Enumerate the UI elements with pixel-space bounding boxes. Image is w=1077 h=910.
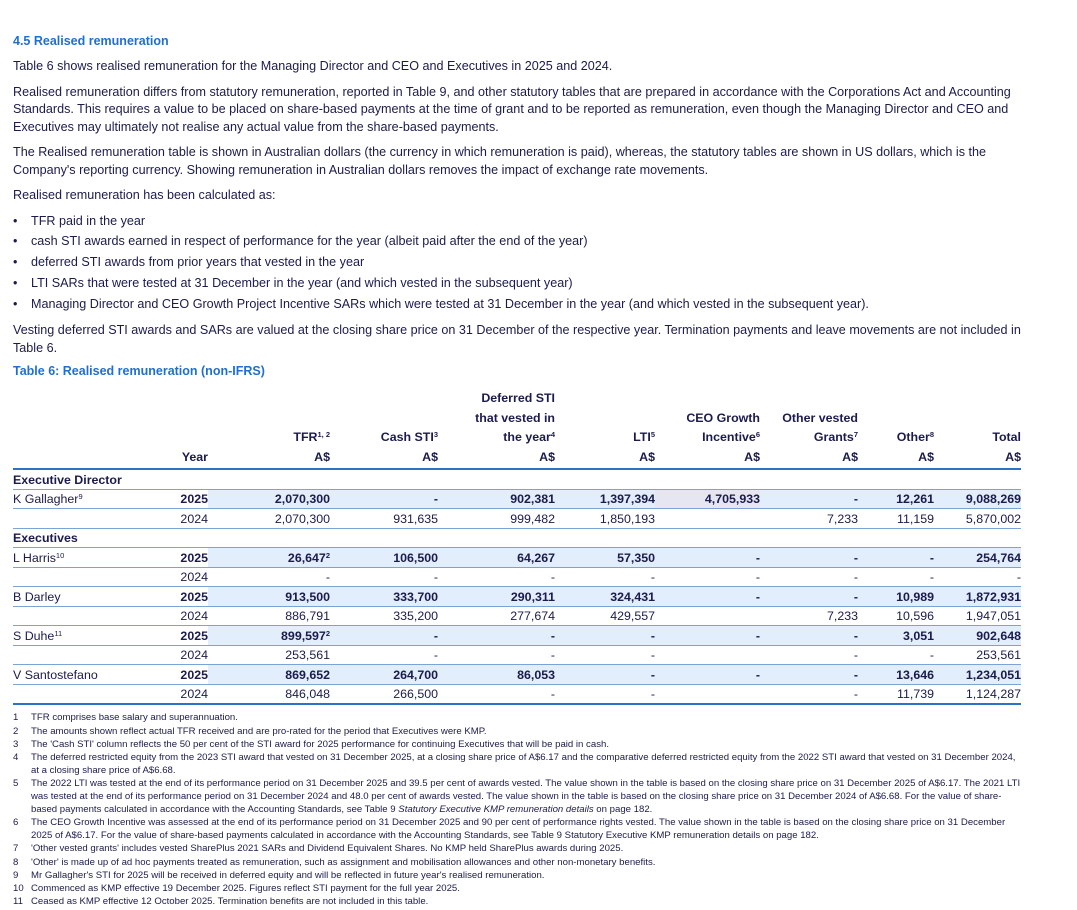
other-cell: 11,739	[858, 684, 934, 704]
other-cell: 3,051	[858, 626, 934, 646]
bullet-item: • TFR paid in the year	[13, 213, 1023, 231]
cash-sti-cell: 264,700	[330, 665, 438, 685]
col-header-tfr: TFR$^{1, 2}$	[293, 430, 330, 445]
other-vested-cell: -	[760, 665, 858, 685]
header-row-1	[13, 390, 1021, 410]
bullet-icon: •	[13, 255, 18, 270]
document-page	[13, 33, 1023, 908]
person-name: L Harris$^{10}$	[13, 548, 138, 568]
lti-cell: -	[555, 645, 655, 665]
calculation-bullets	[13, 213, 1023, 314]
lti-cell: 324,431	[555, 587, 655, 607]
cash-sti-cell: 931,635	[330, 509, 438, 529]
other-vested-cell: -	[760, 684, 858, 704]
ceo-growth-cell	[655, 684, 760, 704]
cash-sti-cell: -	[330, 645, 438, 665]
person-name: S Duhe$^{11}$	[13, 626, 138, 646]
ceo-growth-cell	[655, 645, 760, 665]
section-title: 4.5 Realised remuneration	[13, 34, 169, 48]
col-header-deferred-sti: the year$^4$	[503, 430, 555, 445]
footnote	[13, 816, 1023, 842]
bullet-icon: •	[13, 296, 18, 311]
table-row	[13, 587, 1021, 607]
lti-cell: 1,397,394	[555, 489, 655, 509]
footnote-number: 8	[13, 856, 19, 868]
deferred-sti-cell: -	[438, 645, 555, 665]
other-cell: 10,989	[858, 587, 934, 607]
bullet-item: • LTI SARs that were tested at 31 December in the year (and which vested in the subsequent year)	[13, 275, 1023, 293]
deferred-sti-cell: -	[438, 684, 555, 704]
footnote	[13, 738, 1023, 751]
footnote-number: 11	[13, 895, 23, 907]
year-cell: 2024	[138, 509, 208, 529]
footnote-number: 6	[13, 817, 19, 829]
year-cell: 2025	[138, 548, 208, 568]
unit-label: A$	[330, 449, 438, 470]
footnote-number: 2	[13, 725, 19, 737]
footnote	[13, 711, 1023, 724]
lti-cell: 1,850,193	[555, 509, 655, 529]
tfr-cell: 913,500	[208, 587, 330, 607]
other-vested-cell: 7,233	[760, 606, 858, 626]
footnote-text: The amounts shown reflect actual TFR received and are pro-rated for the period that Executives were KMP.	[31, 725, 487, 737]
total-cell: 1,124,287	[934, 684, 1021, 704]
tfr-cell: 2,070,300	[208, 489, 330, 509]
ceo-growth-cell: -	[655, 587, 760, 607]
deferred-sti-cell: 999,482	[438, 509, 555, 529]
footnote-text: Mr Gallagher's STI for 2025 will be received in deferred equity and will be reflected in future year's realised remuneration.	[31, 869, 545, 881]
footnote	[13, 869, 1023, 882]
other-vested-cell: -	[760, 489, 858, 509]
footnote-text: TFR comprises base salary and superannuation.	[31, 712, 238, 724]
footnote-number: 4	[13, 751, 19, 763]
ceo-growth-cell: -	[655, 665, 760, 685]
unit-label: A$	[655, 449, 760, 470]
col-header-ceo-growth: Incentive$^6$	[702, 430, 760, 445]
footnote-number: 10	[13, 882, 24, 894]
group-label: Executive Director	[13, 469, 1021, 489]
unit-label: A$	[858, 449, 934, 470]
total-cell: 902,648	[934, 626, 1021, 646]
col-header-deferred-sti-l2: that vested in	[475, 410, 555, 425]
total-cell: -	[934, 567, 1021, 587]
deferred-sti-cell: 290,311	[438, 587, 555, 607]
bullet-icon: •	[13, 213, 18, 228]
ceo-growth-cell: -	[655, 626, 760, 646]
unit-label: A$	[208, 449, 330, 470]
year-cell: 2025	[138, 587, 208, 607]
calculation-intro: Realised remuneration has been calculated as:	[13, 188, 276, 202]
tfr-cell: 26,647$^2$	[208, 548, 330, 568]
year-cell: 2025	[138, 626, 208, 646]
group-label: Executives	[13, 528, 1021, 548]
ceo-growth-cell	[655, 509, 760, 529]
lti-cell: -	[555, 567, 655, 587]
header-row-units	[13, 449, 1021, 470]
ceo-growth-cell: 4,705,933	[655, 489, 760, 509]
col-header-lti: LTI$^5$	[633, 430, 655, 445]
tfr-cell: 253,561	[208, 645, 330, 665]
year-cell: 2024	[138, 567, 208, 587]
other-cell: 11,159	[858, 509, 934, 529]
year-cell: 2024	[138, 684, 208, 704]
col-header-other-vested: Grants$^7$	[813, 430, 858, 445]
footnote	[13, 882, 1023, 895]
total-cell: 254,764	[934, 548, 1021, 568]
cash-sti-cell: 335,200	[330, 606, 438, 626]
col-header-ceo-growth-l2: CEO Growth	[686, 410, 760, 425]
other-vested-cell: -	[760, 587, 858, 607]
statutory-difference-paragraph: Realised remuneration differs from statutory remuneration, reported in Table 9, and other statutory tables that are prepared in accordance with the Corporations Act and Accounting Standards. This requires a value to be placed on share-based payments at the time of grant and to be reported as remuneration, even though the Managing Director and CEO and Executives may ultimately not realise any actual value from the share-based payments.	[13, 84, 1011, 134]
cash-sti-cell: 333,700	[330, 587, 438, 607]
col-header-cash-sti: Cash STI$^3$	[380, 430, 438, 445]
footnote-number: 5	[13, 777, 19, 789]
ceo-growth-cell: -	[655, 548, 760, 568]
other-cell: 12,261	[858, 489, 934, 509]
valuation-paragraph: Vesting deferred STI awards and SARs are valued at the closing share price on 31 December of the respective year. Termination payments and leave movements are not included in Table 6.	[13, 323, 1021, 355]
other-cell: -	[858, 567, 934, 587]
footnote-number: 3	[13, 738, 19, 750]
table-row	[13, 567, 1021, 587]
col-header-other-vested-l2: Other vested	[782, 410, 858, 425]
footnote-text: The deferred restricted equity from the 2023 STI award that vested on 31 December 2025, at a closing share price of A$6.17 and the comparative deferred restricted equity from the 2022 STI award that vested on 31 December 2024, at a closing share price of A$6.68.	[31, 751, 1016, 776]
lti-cell: 57,350	[555, 548, 655, 568]
cash-sti-cell: -	[330, 567, 438, 587]
table-row	[13, 489, 1021, 509]
person-name: V Santostefano	[13, 665, 138, 685]
footnote	[13, 725, 1023, 738]
total-cell: 1,872,931	[934, 587, 1021, 607]
total-cell: 1,234,051	[934, 665, 1021, 685]
footnotes	[13, 711, 1023, 907]
unit-label: A$	[934, 449, 1021, 470]
footnote-text: The 2022 LTI was tested at the end of its performance period on 31 December 2025 and 39.5 per cent of awards vested. The value shown in the table is based on the closing share price on 31 December 2025 of A$6.17. The 2021 LTI was tested at the end of its performance period on 31 December 2024 and 48.0 per cent of awards vested. The value shown in the table is based on the closing share price on 31 December 2024 of A$6.68. For the value of share-based payments calculated in accordance with the Accounting Standards, see Table 9 Statutory Executive KMP remuneration details on page 182.	[31, 777, 1021, 816]
year-cell: 2024	[138, 606, 208, 626]
footnote-text: 'Other vested grants' includes vested SharePlus 2021 SARs and Dividend Equivalent Shares. No KMP held SharePlus awards during 2025.	[31, 843, 624, 855]
table-row	[13, 645, 1021, 665]
table-row	[13, 684, 1021, 704]
other-cell: -	[858, 645, 934, 665]
total-cell: 5,870,002	[934, 509, 1021, 529]
col-header-year: Year	[138, 449, 208, 470]
tfr-cell: -	[208, 567, 330, 587]
cash-sti-cell: 266,500	[330, 684, 438, 704]
other-cell: 10,596	[858, 606, 934, 626]
lti-cell: -	[555, 665, 655, 685]
unit-label: A$	[760, 449, 858, 470]
footnote-number: 1	[13, 712, 19, 724]
year-cell: 2025	[138, 489, 208, 509]
tfr-cell: 2,070,300	[208, 509, 330, 529]
year-cell: 2024	[138, 645, 208, 665]
header-row-2	[13, 410, 1021, 430]
bullet-item: • Managing Director and CEO Growth Project Incentive SARs which were tested at 31 December in the year (and which vested in the subsequent year).	[13, 296, 1023, 314]
table-title: Table 6: Realised remuneration (non-IFRS)	[13, 364, 265, 379]
table-row	[13, 606, 1021, 626]
footnote-number: 9	[13, 869, 19, 881]
person-name: K Gallagher$^9$	[13, 489, 138, 509]
person-name	[13, 606, 138, 626]
footnote-number: 7	[13, 843, 19, 855]
cash-sti-cell: -	[330, 626, 438, 646]
intro-paragraph: Table 6 shows realised remuneration for the Managing Director and CEO and Executives in 2025 and 2024.	[13, 59, 613, 73]
lti-cell: 429,557	[555, 606, 655, 626]
person-name	[13, 645, 138, 665]
footnote	[13, 751, 1023, 777]
other-vested-cell: -	[760, 567, 858, 587]
footnote	[13, 856, 1023, 869]
table-row	[13, 548, 1021, 568]
cash-sti-cell: 106,500	[330, 548, 438, 568]
bullet-item: • deferred STI awards from prior years that vested in the year	[13, 254, 1023, 272]
year-cell: 2025	[138, 665, 208, 685]
person-name	[13, 509, 138, 529]
realised-remuneration-table	[13, 390, 1021, 705]
other-vested-cell: 7,233	[760, 509, 858, 529]
person-name	[13, 684, 138, 704]
other-vested-cell: -	[760, 548, 858, 568]
tfr-cell: 899,597$^2$	[208, 626, 330, 646]
table-row	[13, 509, 1021, 529]
total-cell: 1,947,051	[934, 606, 1021, 626]
col-header-total: Total	[992, 430, 1021, 445]
tfr-cell: 869,652	[208, 665, 330, 685]
footnote-text: Ceased as KMP effective 12 October 2025. Termination benefits are not included in this table.	[31, 895, 429, 907]
bullet-item: • cash STI awards earned in respect of performance for the year (albeit paid after the end of the year)	[13, 233, 1023, 251]
footnote	[13, 895, 1023, 908]
footnote	[13, 842, 1023, 855]
deferred-sti-cell: 86,053	[438, 665, 555, 685]
unit-label: A$	[438, 449, 555, 470]
table-body	[13, 469, 1021, 704]
lti-cell: -	[555, 626, 655, 646]
other-vested-cell: -	[760, 645, 858, 665]
ceo-growth-cell	[655, 606, 760, 626]
tfr-cell: 886,791	[208, 606, 330, 626]
other-vested-cell: -	[760, 626, 858, 646]
deferred-sti-cell: -	[438, 626, 555, 646]
total-cell: 9,088,269	[934, 489, 1021, 509]
deferred-sti-cell: 902,381	[438, 489, 555, 509]
unit-label: A$	[555, 449, 655, 470]
other-cell: -	[858, 548, 934, 568]
lti-cell: -	[555, 684, 655, 704]
group-header-row	[13, 469, 1021, 489]
total-cell: 253,561	[934, 645, 1021, 665]
tfr-cell: 846,048	[208, 684, 330, 704]
bullet-icon: •	[13, 234, 18, 249]
deferred-sti-cell: 277,674	[438, 606, 555, 626]
footnote-text: The 'Cash STI' column reflects the 50 per cent of the STI award for 2025 performance for continuing Executives that will be paid in cash.	[31, 738, 609, 750]
cash-sti-cell: -	[330, 489, 438, 509]
footnote-text: 'Other' is made up of ad hoc payments treated as remuneration, such as assignment and mobilisation allowances and other non-monetary benefits.	[31, 856, 656, 868]
deferred-sti-cell: -	[438, 567, 555, 587]
footnote-text: Commenced as KMP effective 19 December 2025. Figures reflect STI payment for the full year 2025.	[31, 882, 460, 894]
bullet-icon: •	[13, 275, 18, 290]
ceo-growth-cell: -	[655, 567, 760, 587]
footnote	[13, 777, 1023, 816]
other-cell: 13,646	[858, 665, 934, 685]
col-header-deferred-sti-l1: Deferred STI	[481, 391, 555, 406]
table-row	[13, 665, 1021, 685]
footnote-text: The CEO Growth Incentive was assessed at the end of its performance period on 31 December 2025 and 90 per cent of performance rights vested. The value shown in the table is based on the closing share price on 31 December 2025 of A$6.17. For the value of share-based payments calculated in accordance with the Accounting Standards, see Table 9 Statutory Executive KMP remuneration details on page 182.	[31, 817, 1006, 842]
currency-paragraph: The Realised remuneration table is shown in Australian dollars (the currency in which remuneration is paid), whereas, the statutory tables are shown in US dollars, which is the Company's reporting currency. Showing remuneration in Australian dollars removes the impact of exchange rate movements.	[13, 145, 986, 177]
group-header-row	[13, 528, 1021, 548]
col-header-other: Other$^8$	[896, 430, 934, 445]
deferred-sti-cell: 64,267	[438, 548, 555, 568]
person-name	[13, 567, 138, 587]
header-row-3	[13, 429, 1021, 449]
table-row	[13, 626, 1021, 646]
person-name: B Darley	[13, 587, 138, 607]
